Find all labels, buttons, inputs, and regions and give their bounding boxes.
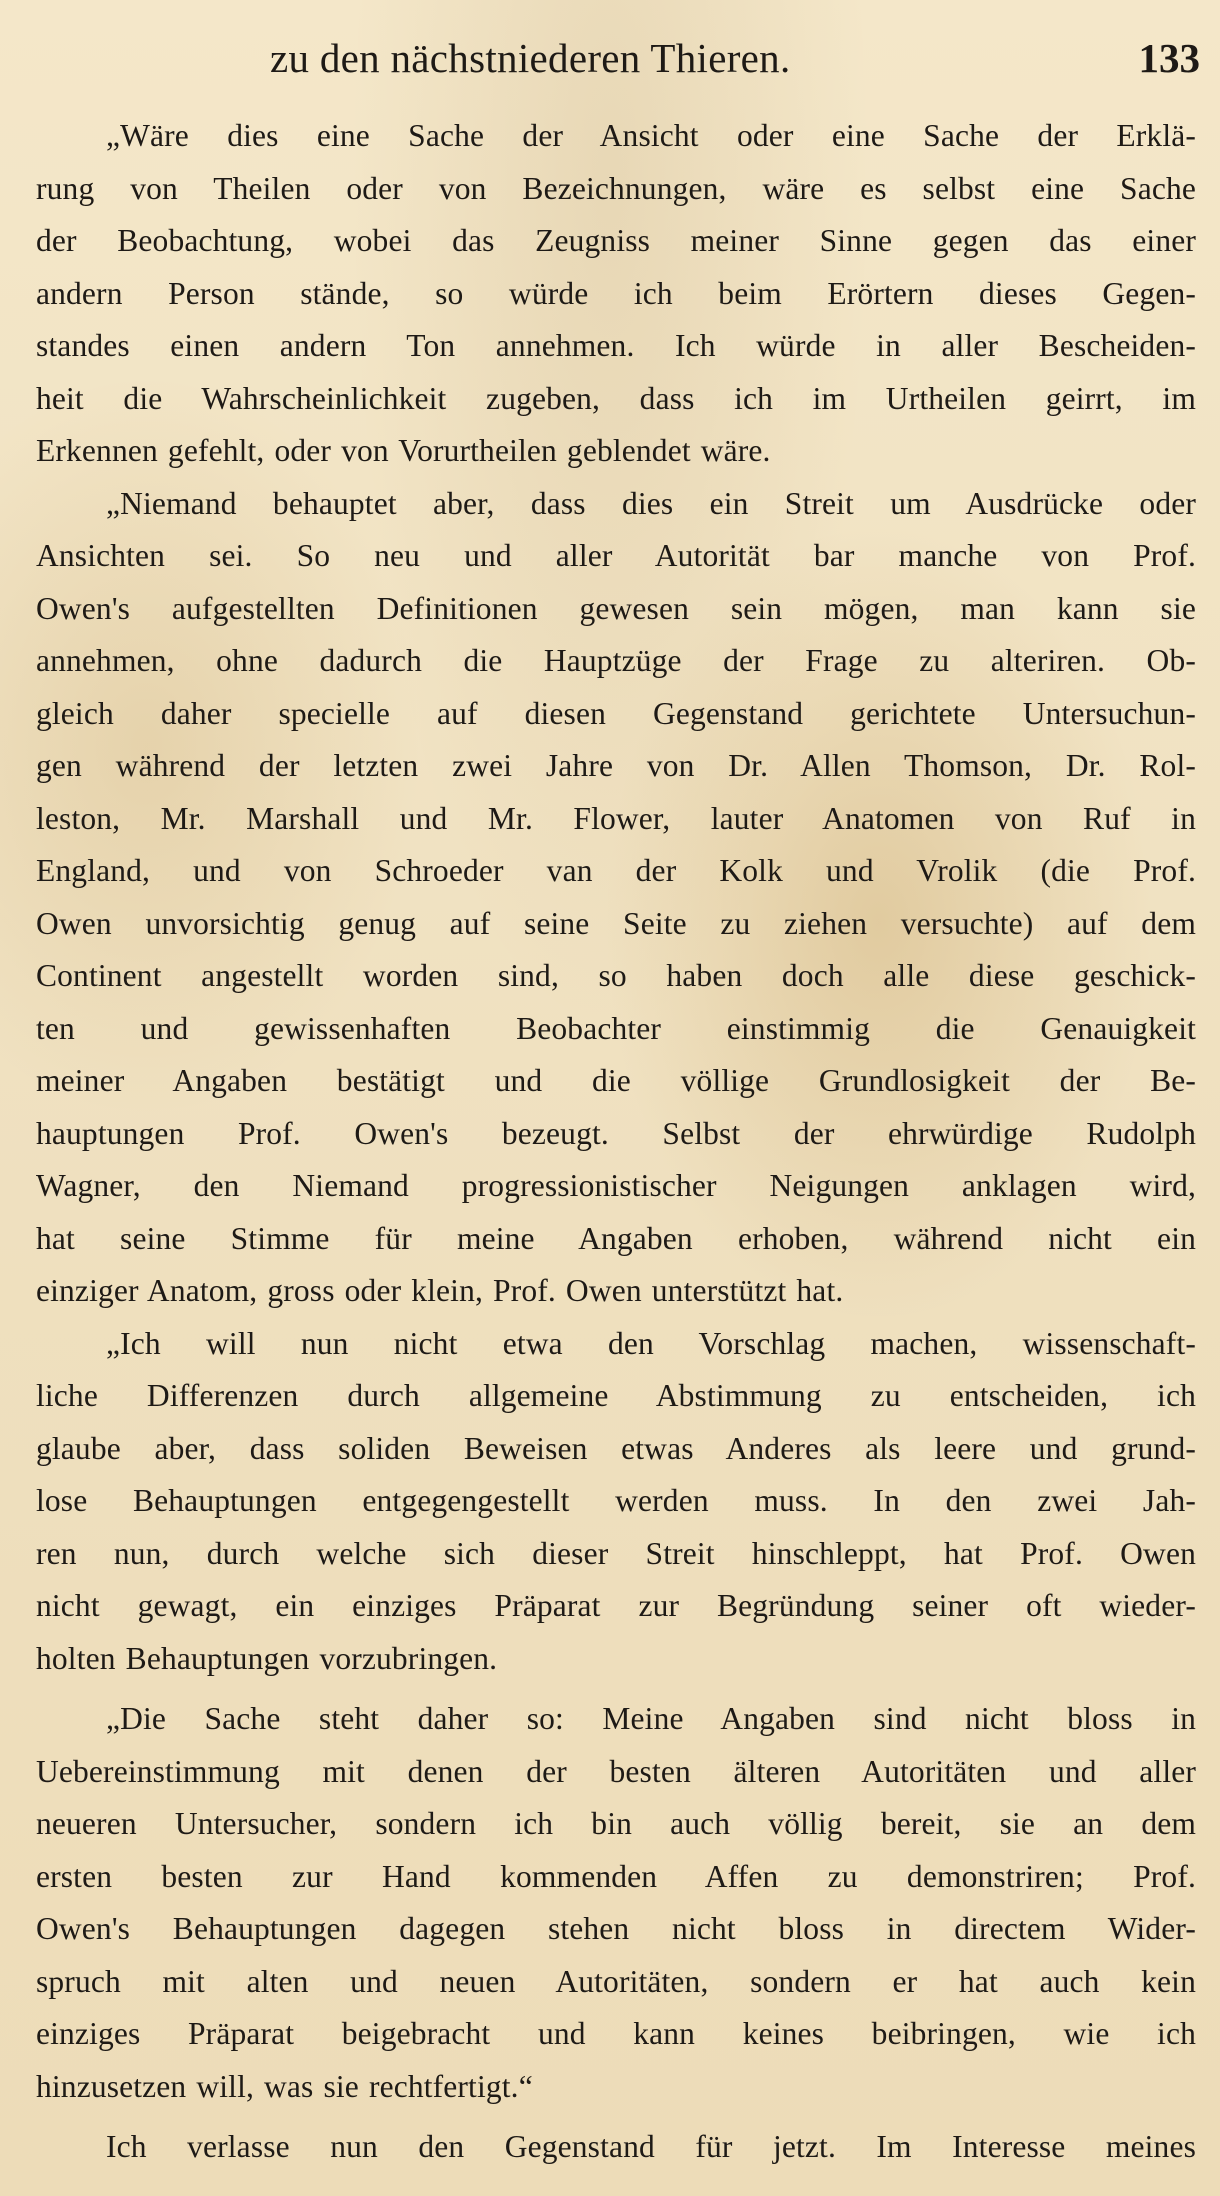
text-line: standes einen andern Ton annehmen. Ich würde in aller Bescheiden- [36,328,1196,363]
text-line: einziges Präparat beigebracht und kann keines beibringen, wie ich [36,2016,1196,2051]
text-line: der Beobachtung, wobei das Zeugniss meiner Sinne gegen das einer [36,223,1196,258]
text-line: heit die Wahrscheinlichkeit zugeben, dass ich im Urtheilen geirrt, im [36,380,1196,416]
text-line: England, und von Schroeder van der Kolk und Vrolik (die Prof. [36,853,1196,888]
running-title: zu den nächstniederen Thieren. [270,35,791,81]
text-line: rung von Theilen oder von Bezeichnungen, wäre es selbst eine Sache [36,170,1196,206]
text-line: „Die Sache steht daher so: Meine Angaben sind nicht bloss in [106,1701,1196,1736]
text-line: spruch mit alten und neuen Autoritäten, sondern er hat auch kein [36,1963,1196,1999]
paragraph-gap [36,2113,1196,2121]
body-text [36,110,1196,2174]
text-line: holten Behauptungen vorzubringen. [36,1640,498,1676]
text-line: Owen's aufgestellten Definitionen gewesen sein mögen, man kann sie [36,590,1196,626]
text-line: glaube aber, dass soliden Beweisen etwas Anderes als leere und grund- [36,1430,1196,1466]
text-line: Uebereinstimmung mit denen der besten älteren Autoritäten und aller [36,1753,1196,1789]
text-line: Owen's Behauptungen dagegen stehen nicht bloss in directem Wider- [36,1911,1196,1946]
text-line: hauptungen Prof. Owen's bezeugt. Selbst der ehrwürdige Rudolph [36,1115,1196,1151]
text-line: leston, Mr. Marshall und Mr. Flower, lauter Anatomen von Ruf in [36,800,1196,836]
text-line: hat seine Stimme für meine Angaben erhoben, während nicht ein [36,1220,1196,1256]
text-line: ersten besten zur Hand kommenden Affen zu demonstriren; Prof. [36,1858,1196,1894]
page-header [270,34,1200,94]
text-line: einziger Anatom, gross oder klein, Prof. Owen unterstützt hat. [36,1273,844,1308]
text-line: ren nun, durch welche sich dieser Streit hinschleppt, hat Prof. Owen [36,1535,1196,1571]
text-line: andern Person stände, so würde ich beim Erörtern dieses Gegen- [36,275,1196,311]
text-line: ten und gewissenhaften Beobachter einstimmig die Genauigkeit [36,1010,1196,1046]
text-line: Continent angestellt worden sind, so haben doch alle diese geschick- [36,958,1196,993]
text-line: annehmen, ohne dadurch die Hauptzüge der Frage zu alteriren. Ob- [36,643,1196,678]
paragraph-gap [36,1685,1196,1693]
text-line: meiner Angaben bestätigt und die völlige Grundlosigkeit der Be- [36,1063,1196,1098]
text-line: Owen unvorsichtig genug auf seine Seite zu ziehen versuchte) auf dem [36,905,1196,941]
text-line: „Wäre dies eine Sache der Ansicht oder eine Sache der Erklä- [106,118,1196,153]
text-line: Ich verlasse nun den Gegenstand für jetzt. Im Interesse meines [106,2129,1196,2164]
text-line: gen während der letzten zwei Jahre von Dr. Allen Thomson, Dr. Rol- [36,748,1196,783]
text-line: Wagner, den Niemand progressionistischer Neigungen anklagen wird, [36,1168,1196,1203]
text-line: lose Behauptungen entgegengestellt werden muss. In den zwei Jah- [36,1483,1196,1518]
text-line: nicht gewagt, ein einziges Präparat zur Begründung seiner oft wieder- [36,1588,1196,1623]
text-line: „Ich will nun nicht etwa den Vorschlag machen, wissenschaft- [106,1325,1196,1361]
text-line: Ansichten sei. So neu und aller Autorität bar manche von Prof. [36,538,1196,573]
text-line: neueren Untersucher, sondern ich bin auch völlig bereit, sie an dem [36,1806,1196,1841]
text-line: gleich daher specielle auf diesen Gegenstand gerichtete Untersuchun- [36,695,1196,731]
text-line: „Niemand behauptet aber, dass dies ein Streit um Ausdrücke oder [106,485,1196,521]
text-line: liche Differenzen durch allgemeine Abstimmung zu entscheiden, ich [36,1378,1196,1413]
page-number: 133 [1138,35,1200,81]
text-line: Erkennen gefehlt, oder von Vorurtheilen geblendet wäre. [36,433,771,468]
text-line: hinzusetzen will, was sie rechtfertigt.“ [36,2068,533,2104]
